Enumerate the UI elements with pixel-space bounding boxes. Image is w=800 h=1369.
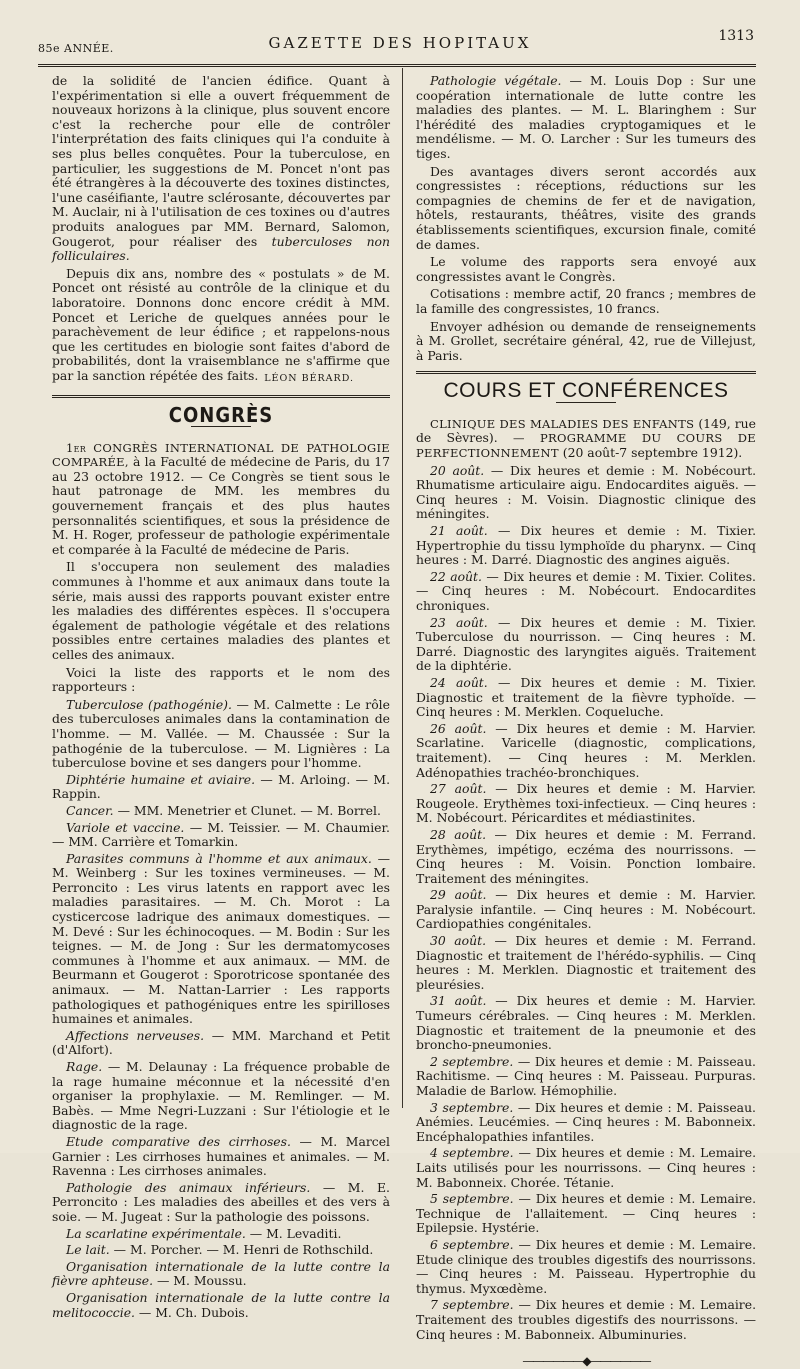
rapport-item: Variole et vaccine. — M. Teissier. — M. Chaumier. — MM. Carrière et Tomarkin. — [52, 819, 390, 850]
lesson-item: 23 août. — Dix heures et demie : M. Tixier. Tuberculose du nourrisson. — Cinq heures : M. Darré. Diagnostic des laryngites aiguës. Traitement de la diphtérie. — [416, 614, 757, 674]
rapport-item: La scarlatine expérimentale. — M. Levaditi. — [66, 1225, 342, 1241]
article-signature: LÉON BÉRARD. — [264, 373, 354, 385]
rapports-list — [52, 698, 390, 1320]
cours-heading: COURS ET CONFÉRENCES — [443, 379, 729, 403]
rapport-item: Tuberculose (pathogénie). — M. Calmette : Le rôle des tuberculoses animales dans la contamination de l'homme. — M. Vallée. — M. Chaussée : Sur la pathogénie de la tuberculose. — M. Lignières : La tuberculose bovine et ses dangers pour l'homme. — [52, 696, 390, 771]
left-column — [52, 74, 390, 1322]
rapport-item: Affections nerveuses. — MM. Marchand et Petit (d'Alfort). — [52, 1027, 391, 1058]
clinique-intro: CLINIQUE DES MALADIES DES ENFANTS (149, rue de Sèvres). — PROGRAMME DU COURS DE PERFECTIONNEMENT (20 août-7 septembre 1912). — [416, 415, 756, 461]
lesson-item: 27 août. — Dix heures et demie : M. Harvier. Rougeole. Erythèmes toxi-infectieux. — Cinq heures : M. Nobécourt. Péricardites et médiastinites. — [416, 781, 757, 826]
lesson-item: 5 septembre. — Dix heures et demie : M. Lemaire. Technique de l'allaitement. — Cinq heures : Epilepsie. Hystérie. — [416, 1191, 757, 1236]
section-rule — [52, 395, 390, 398]
rapport-item: Organisation internationale de la lutte contre la fièvre aphteuse. — M. Moussu. — [52, 1258, 390, 1289]
journal-title: GAZETTE DES HOPITAUX — [268, 34, 532, 52]
lesson-item: 20 août. — Dix heures et demie : M. Nobécourt. Rhumatisme articulaire aigu. Endocardites aiguës. — Cinq heures : M. Voisin. Diagnostic clinique des méningites. — [416, 462, 757, 522]
lesson-item: 29 août. — Dix heures et demie : M. Harvier. Paralysie infantile. — Cinq heures : M. Nobécourt. Cardiopathies congénitales. — [416, 887, 757, 932]
rapport-item: Le lait. — M. Porcher. — M. Henri de Rothschild. — [66, 1242, 374, 1258]
congres-intro: 1er CONGRÈS INTERNATIONAL DE PATHOLOGIE COMPARÉE, à la Faculté de médecine de Paris, du 17 au 23 octobre 1912. — Ce Congrès se tient sous le haut patronage de MM. les membres du gouvernement français et des plus hautes personnalités scientifiques, et sous la présidence de M. H. Roger, professeur de pathologie expérimentale et comparée à la Faculté de médecine de Paris. — [52, 440, 390, 557]
congres-heading: CONGRÈS — [168, 403, 274, 428]
lesson-item: 2 septembre. — Dix heures et demie : M. Paisseau. Rachitisme. — Cinq heures : M. Paisseau. Purpuras. Maladie de Barlow. Hémophilie. — [416, 1053, 756, 1098]
cotisations-paragraph: Cotisations : membre actif, 20 francs ; membres de la famille des congressistes, 10 francs. — [416, 286, 756, 316]
column-separator — [402, 68, 403, 1108]
heading-ornament — [556, 402, 616, 403]
lesson-item: 4 septembre. — Dix heures et demie : M. Lemaire. Laits utilisés pour les nourrissons. — Cinq heures : M. Babonneix. Chorée. Tétanie. — [416, 1145, 757, 1190]
lesson-item: 30 août. — Dix heures et demie : M. Ferrand. Diagnostic et traitement de l'hérédo-syphilis. — Cinq heures : M. Merklen. Diagnostic et traitement des pleurésies. — [416, 933, 757, 992]
lesson-item: 6 septembre. — Dix heures et demie : M. Lemaire. Etude clinique des troubles digestifs des nourrissons. — Cinq heures : M. Paisseau. Hypertrophie du thymus. Myxœdème. — [416, 1236, 757, 1296]
right-column — [416, 74, 756, 1369]
rapport-item: Rage. — M. Delaunay : La fréquence probable de la rage humaine méconnue et la nécessité d'en organiser la prophylaxie. — M. Remlinger. — M. Babès. — Mme Negri-Luzzani : Sur l'étiologie et le diagnostic de la rage. — [52, 1059, 390, 1133]
avantages-paragraph: Des avantages divers seront accordés aux congressistes : réceptions, réductions sur les compagnies de chemins de fer et de navigation, hôtels, restaurants, théâtres, visite des grands établissements scientifiques, excursion finale, comité de dames. — [416, 163, 756, 252]
rapport-item: Parasites communs à l'homme et aux animaux. — M. Weinberg : Sur les toxines vermineuses. — M. Perroncito : Les virus latents en rapport avec les maladies parasitaires. — M. Ch. Morot : La cysticercose ladrique des animaux domestiques. — M. Devé : Sur les échinocoques. — M. Bodin : Sur les teignes. — M. de Jong : Sur les dermatomycoses communes à l'homme et aux animaux. — MM. de Beurmann et Gougerot : Sporotricose spontanée des animaux. — M. Nattan-Larrier : Les rapports pathologiques et pathogéniques entre les spirilloses humaines et animales. — [52, 850, 390, 1027]
rapport-item: Diphtérie humaine et aviaire. — M. Arloing. — M. Rappin. — [52, 771, 391, 802]
intro-paragraph: de la solidité de l'ancien édifice. Quant à l'expérimentation si elle a ouvert fréquemment de nouveaux horizons à la clinique, plus souvent encore c'est la recherche pour elle de contrôler l'interprétation des faits cliniques qui l'a conduite à ses plus belles conquêtes. Pour la tuberculose, en particulier, les suggestions de M. Poncet n'ont pas été étrangères à la découverte des toxines distinctes, l'une caséifiante, l'autre sclérosante, découvertes par M. Auclair, ni à l'utilisation de ces toxines ou d'autres produits analogues par MM. Bernard, Salomon, Gougerot, pour réaliser des tuberculoses non folliculaires. — [52, 73, 390, 264]
lesson-item: 31 août. — Dix heures et demie : M. Harvier. Tumeurs cérébrales. — Cinq heures : M. Merklen. Diagnostic et traitement de la pneumonie et des broncho-pneumonies. — [416, 993, 757, 1053]
edition-label: 85e ANNÉE. — [38, 42, 114, 55]
intro-paragraph-2: Depuis dix ans, nombre des « postulats » de M. Poncet ont résisté au contrôle de la clinique et du laboratoire. Donnons donc encore crédit à MM. Poncet et Leriche de quelques années pour le parachèvement de leur édifice ; et rappelons-nous que les certitudes en biologie sont faites d'abord de probabilités, dont la vraisemblance ne s'affirme que par la sanction répétée des faits. — [52, 265, 390, 383]
congres-paragraph-3: Voici la liste des rapports et le nom des rapporteurs : — [52, 664, 390, 695]
end-ornament: ——————◆—————— — [522, 1354, 650, 1369]
lesson-item: 22 août. — Dix heures et demie : M. Tixier. Colites. — Cinq heures : M. Nobécourt. Endocardites chroniques. — [416, 568, 756, 613]
rapport-item: Pathologie des animaux inférieurs. — M. E. Perroncito : Les maladies des abeilles et des vers à soie. — M. Jugeat : Sur la pathologie des poissons. — [52, 1179, 390, 1224]
rapport-item: Cancer. — MM. Menetrier et Clunet. — M. Borrel. — [66, 802, 381, 818]
volume-paragraph: Le volume des rapports sera envoyé aux congressistes avant le Congrès. — [416, 254, 756, 284]
rapport-item: Etude comparative des cirrhoses. — M. Marcel Garnier : Les cirrhoses humaines et animales. — M. Ravenna : Les cirrhoses animales. — [52, 1133, 390, 1179]
lessons-list — [416, 464, 756, 1342]
page-number: 1313 — [718, 28, 754, 44]
lesson-item: 28 août. — Dix heures et demie : M. Ferrand. Erythèmes, impétigo, eczéma des nourrissons. — Cinq heures : M. Voisin. Ponction lombaire. Traitement des méningites. — [416, 826, 757, 886]
lesson-item: 3 septembre. — Dix heures et demie : M. Paisseau. Anémies. Leucémies. — Cinq heures : M. Babonneix. Encéphalopathies infantiles. — [416, 1099, 756, 1144]
lesson-item: 26 août. — Dix heures et demie : M. Harvier. Scarlatine. Varicelle (diagnostic, complications, traitement). — Cinq heures : M. Merklen. Adénopathies trachéo-bronchiques. — [416, 720, 757, 780]
lesson-item: 7 septembre. — Dix heures et demie : M. Lemaire. Traitement des troubles digestifs des nourrissons. — Cinq heures : M. Babonneix. Albuminuries. — [416, 1297, 757, 1342]
section-rule — [416, 371, 756, 374]
lesson-item: 21 août. — Dix heures et demie : M. Tixier. Hypertrophie du tissu lymphoïde du pharynx. — Cinq heures : M. Darré. Diagnostic des angines aiguës. — [416, 523, 757, 568]
adhesion-paragraph: Envoyer adhésion ou demande de renseignements à M. Grollet, secrétaire général, 42, rue de Villejust, à Paris. — [416, 318, 756, 363]
header-rule — [38, 64, 756, 67]
lesson-item: 24 août. — Dix heures et demie : M. Tixier. Diagnostic et traitement de la fièvre typhoïde. — Cinq heures : M. Merklen. Coqueluche. — [416, 674, 757, 720]
congres-paragraph-2: Il s'occupera non seulement des maladies communes à l'homme et aux animaux dans toute la série, mais aussi des rapports pouvant exister entre les maladies des différentes espèces. Il s'occupera également de pathologie végétale et des relations possibles entre certaines maladies des plantes et celles des animaux. — [52, 559, 390, 662]
rapport-vegetale: Pathologie végétale. — M. Louis Dop : Sur une coopération internationale de lutte contre les maladies des plantes. — M. L. Blaringhem : Sur l'hérédité des maladies cryptogamiques et le mendélisme. — M. O. Larcher : Sur les tumeurs des tiges. — [416, 73, 756, 161]
rapport-item: Organisation internationale de la lutte contre la melitococcie. — M. Ch. Dubois. — [52, 1289, 390, 1320]
